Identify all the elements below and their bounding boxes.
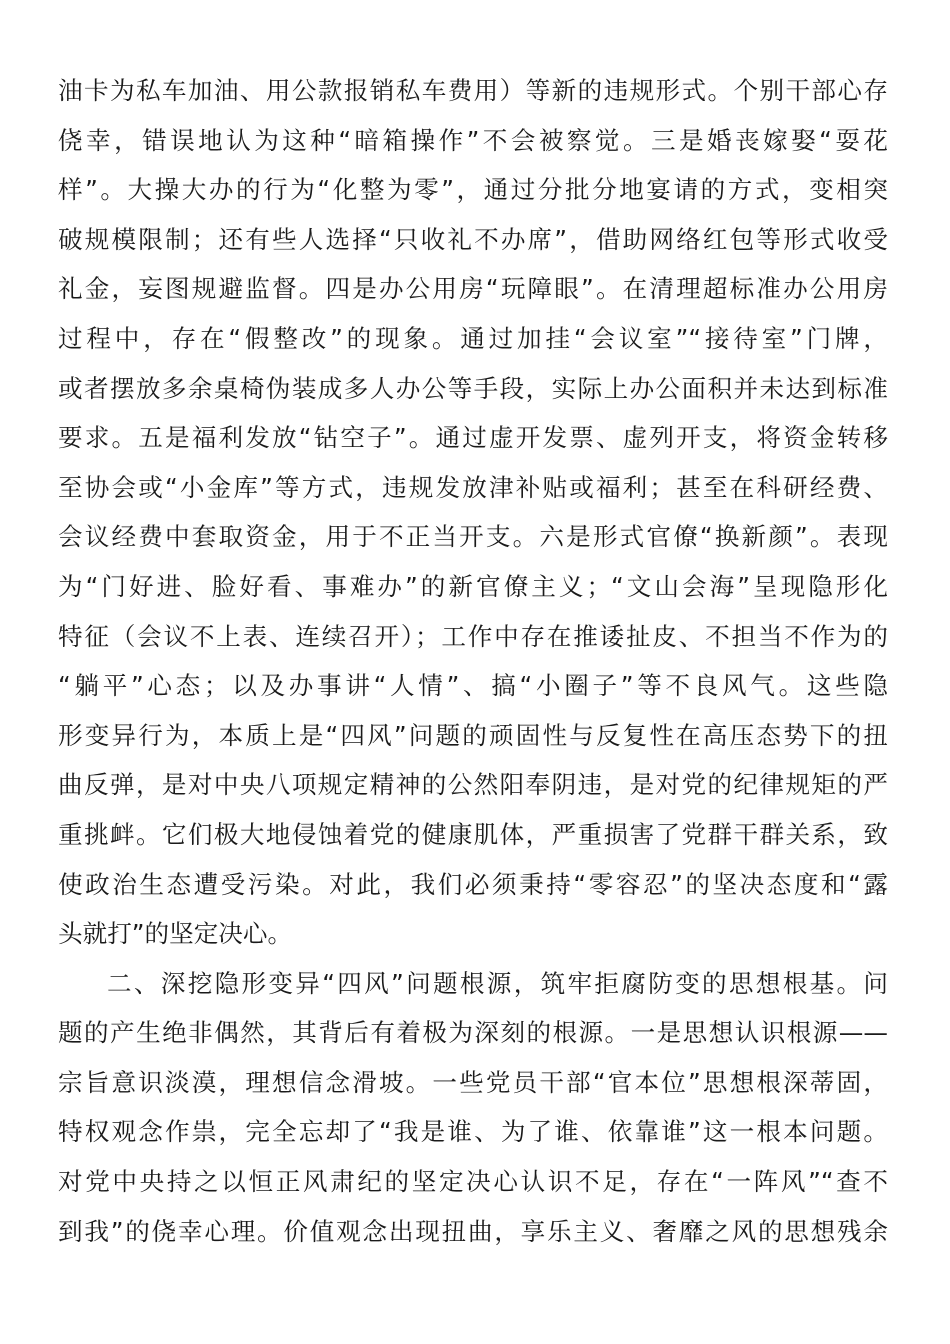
text-line: 重挑衅。它们极大地侵蚀着党的健康肌体，严重损害了党群干群关系，致 (58, 819, 888, 849)
text-line: 要求。五是福利发放“钻空子”。通过虚开发票、虚列开支，将资金转移 (58, 423, 888, 453)
text-line: 曲反弹，是对中央八项规定精神的公然阳奉阴违，是对党的纪律规矩的严 (58, 770, 888, 800)
document-body (58, 66, 888, 1256)
text-line: 礼金，妄图规避监督。四是办公用房“玩障眼”。在清理超标准办公用房 (58, 274, 888, 304)
text-line: 对党中央持之以恒正风肃纪的坚定决心认识不足，存在“一阵风”“查不 (58, 1167, 888, 1197)
paragraph-2 (58, 959, 888, 1257)
text-line: 到我”的侥幸心理。价值观念出现扭曲，享乐主义、奢靡之风的思想残余 (58, 1216, 888, 1246)
text-line: 题的产生绝非偶然，其背后有着极为深刻的根源。一是思想认识根源—— (58, 1018, 888, 1048)
text-line: 特权观念作祟，完全忘却了“我是谁、为了谁、依靠谁”这一根本问题。 (58, 1117, 888, 1147)
text-line: 使政治生态遭受污染。对此，我们必须秉持“零容忍”的坚决态度和“露 (58, 869, 888, 899)
text-line: 至协会或“小金库”等方式，违规发放津补贴或福利；甚至在科研经费、 (58, 472, 888, 502)
text-line: 油卡为私车加油、用公款报销私车费用）等新的违规形式。个别干部心存 (58, 76, 888, 105)
text-line: 为“门好进、脸好看、事难办”的新官僚主义；“文山会海”呈现隐形化 (58, 571, 888, 601)
text-line: 会议经费中套取资金，用于不正当开支。六是形式官僚“换新颜”。表现 (58, 522, 888, 552)
paragraph-1 (58, 66, 888, 959)
text-line: 宗旨意识淡漠，理想信念滑坡。一些党员干部“官本位”思想根深蒂固， (58, 1067, 888, 1097)
text-line: 头就打”的坚定决心。 (58, 919, 293, 949)
text-line: “躺平”心态；以及办事讲“人情”、搞“小圈子”等不良风气。这些隐 (58, 671, 888, 701)
text-line: 或者摆放多余桌椅伪装成多人办公等手段，实际上办公面积并未达到标准 (58, 373, 888, 403)
text-line: 过程中，存在“假整改”的现象。通过加挂“会议室”“接待室”门牌， (58, 323, 888, 353)
text-line: 特征（会议不上表、连续召开）；工作中存在推诿扯皮、不担当不作为的 (58, 621, 888, 651)
text-line: 形变异行为，本质上是“四风”问题的顽固性与反复性在高压态势下的扭 (58, 720, 888, 750)
text-line: 侥幸，错误地认为这种“暗箱操作”不会被察觉。三是婚丧嫁娶“耍花 (58, 125, 888, 155)
text-line: 样”。大操大办的行为“化整为零”，通过分批分地宴请的方式，变相突 (58, 175, 888, 205)
section-heading-line: 二、深挖隐形变异“四风”问题根源，筑牢拒腐防变的思想根基。问 (107, 968, 888, 998)
text-line: 破规模限制；还有些人选择“只收礼不办席”，借助网络红包等形式收受 (58, 224, 888, 254)
